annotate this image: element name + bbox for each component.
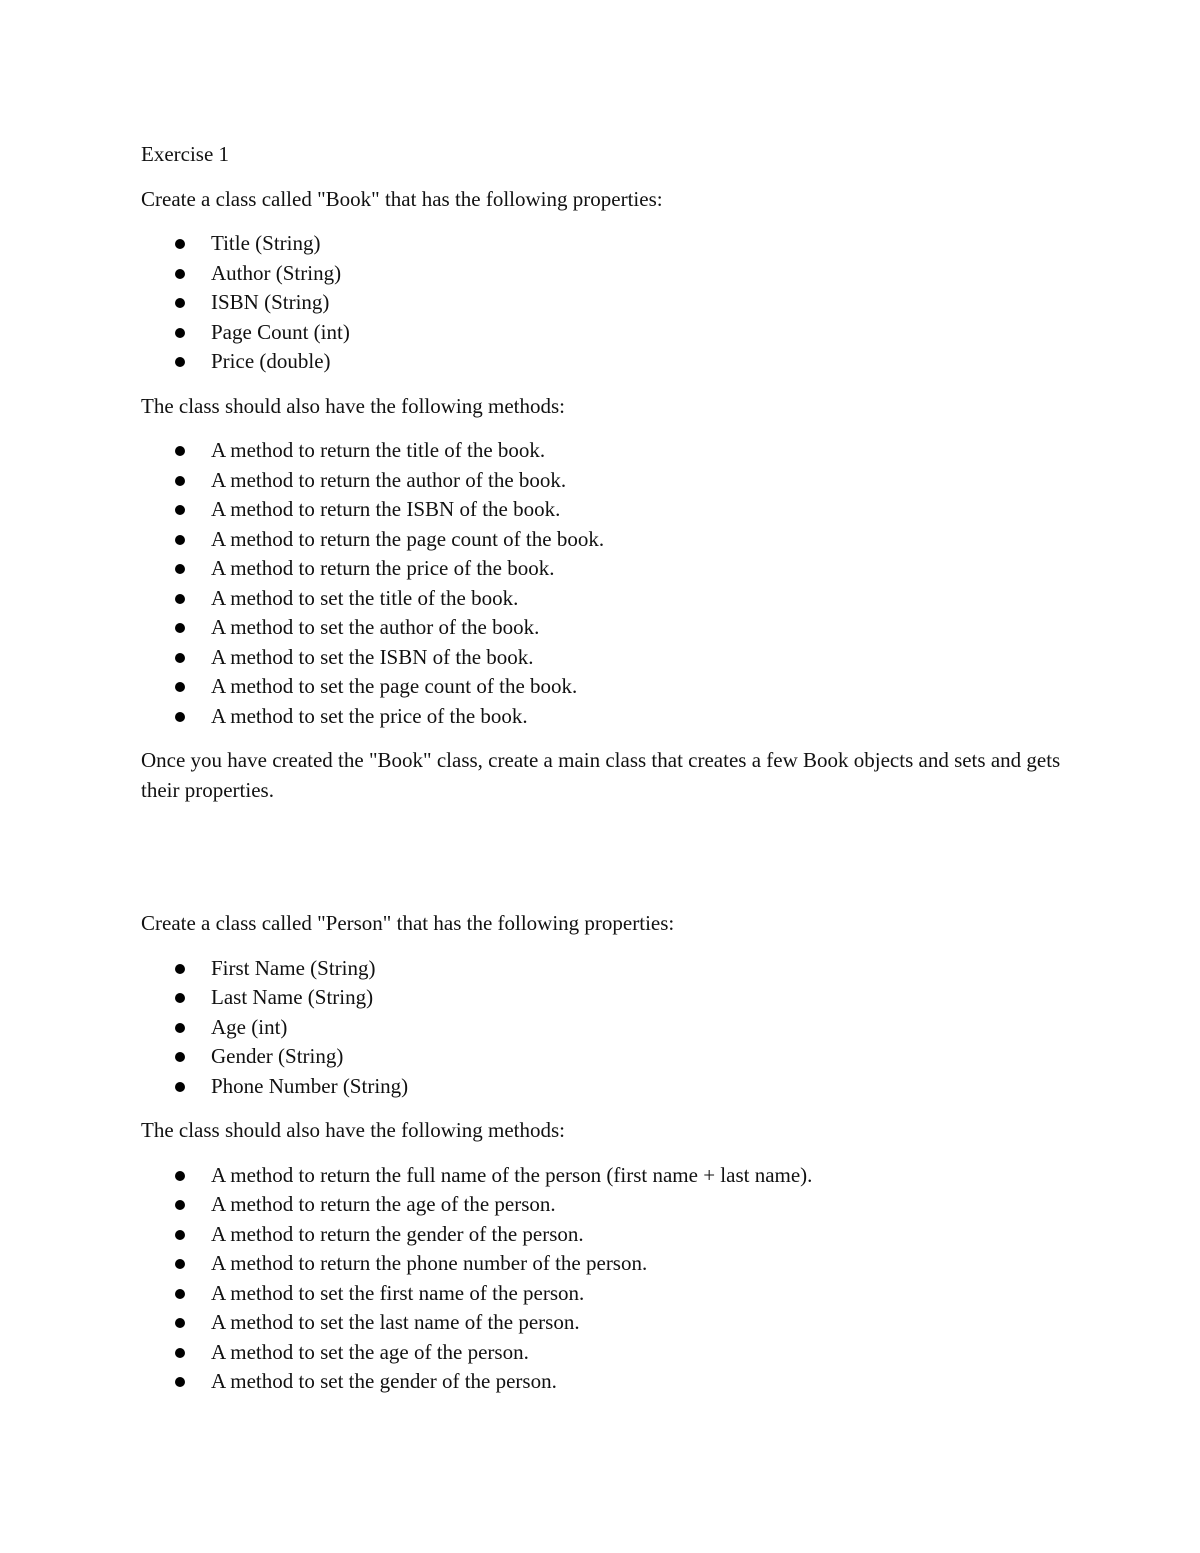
list-item (141, 1161, 1071, 1191)
bullet-icon (175, 446, 185, 456)
list-item (141, 1072, 1071, 1102)
list-item (141, 1220, 1071, 1250)
book-properties-list (141, 229, 1071, 377)
list-item-text: A method to return the full name of the person (first name + last name). (211, 1162, 813, 1187)
bullet-icon (175, 594, 185, 604)
bullet-icon (175, 1377, 185, 1387)
bullet-icon (175, 712, 185, 722)
person-class-intro: Create a class called "Person" that has the following properties: (141, 911, 675, 935)
list-item (141, 643, 1071, 673)
list-item (141, 495, 1071, 525)
person-properties-list (141, 954, 1071, 1102)
list-item-text: A method to set the ISBN of the book. (211, 644, 534, 669)
list-item (141, 584, 1071, 614)
list-item (141, 1279, 1071, 1309)
book-class-intro: Create a class called "Book" that has the following properties: (141, 186, 663, 211)
list-item-text: A method to set the gender of the person. (211, 1369, 557, 1393)
list-item (141, 1367, 1071, 1397)
bullet-icon (175, 1348, 185, 1358)
bullet-icon (175, 623, 185, 633)
bullet-icon (175, 476, 185, 486)
bullet-icon (175, 1289, 185, 1299)
bullet-icon (175, 564, 185, 574)
list-item-text: A method to return the ISBN of the book. (211, 497, 561, 521)
list-item-text: A method to set the age of the person. (211, 1339, 529, 1364)
list-item-text: A method to set the last name of the person. (211, 1310, 580, 1334)
bullet-icon (175, 1259, 185, 1269)
list-item-text: Last Name (String) (211, 985, 374, 1009)
bullet-icon (175, 239, 185, 249)
list-item-text: Page Count (int) (211, 319, 350, 344)
book-methods-list (141, 436, 1071, 731)
list-item (141, 1338, 1071, 1368)
list-item (141, 702, 1071, 732)
list-item (141, 983, 1071, 1013)
list-item (141, 1042, 1071, 1072)
list-item (141, 436, 1071, 466)
book-closing-paragraph: Once you have created the "Book" class, create a main class that creates a few Book objects and sets and gets their properties. (141, 748, 1061, 802)
bullet-icon (175, 298, 185, 308)
list-item-text: ISBN (String) (211, 290, 330, 314)
list-item-text: A method to return the author of the book. (211, 467, 567, 492)
person-methods-list (141, 1161, 1071, 1397)
list-item (141, 954, 1071, 984)
list-item-text: Author (String) (211, 260, 342, 285)
list-item (141, 1249, 1071, 1279)
bullet-icon (175, 1318, 185, 1328)
list-item-text: A method to set the price of the book. (211, 703, 528, 728)
list-item-text: A method to return the phone number of the person. (211, 1251, 648, 1275)
list-item (141, 672, 1071, 702)
list-item-text: Price (double) (211, 349, 331, 373)
list-item-text: A method to set the page count of the book. (211, 674, 578, 698)
bullet-icon (175, 505, 185, 515)
list-item-text: A method to set the first name of the person. (211, 1280, 585, 1305)
list-item (141, 288, 1071, 318)
list-item-text: First Name (String) (211, 955, 376, 980)
list-item (141, 1190, 1071, 1220)
list-item-text: A method to set the title of the book. (211, 585, 519, 610)
list-item-text: Age (int) (211, 1014, 288, 1039)
list-item (141, 1308, 1071, 1338)
list-item-text: A method to return the gender of the person. (211, 1221, 584, 1246)
person-methods-intro: The class should also have the following methods: (141, 1118, 566, 1142)
list-item-text: A method to return the title of the book. (211, 438, 546, 462)
list-item (141, 525, 1071, 555)
list-item (141, 613, 1071, 643)
section-spacer (141, 820, 1071, 909)
list-item (141, 259, 1071, 289)
list-item (141, 229, 1071, 259)
bullet-icon (175, 964, 185, 974)
bullet-icon (175, 1082, 185, 1092)
list-item-text: Title (String) (211, 231, 321, 255)
list-item-text: A method to set the author of the book. (211, 615, 540, 639)
list-item-text: Phone Number (String) (211, 1073, 409, 1098)
list-item (141, 466, 1071, 496)
bullet-icon (175, 1200, 185, 1210)
list-item-text: A method to return the page count of the book. (211, 526, 605, 551)
bullet-icon (175, 682, 185, 692)
bullet-icon (175, 653, 185, 663)
list-item-text: Gender (String) (211, 1044, 344, 1068)
list-item (141, 554, 1071, 584)
book-methods-intro: The class should also have the following methods: (141, 393, 566, 418)
bullet-icon (175, 1171, 185, 1181)
bullet-icon (175, 535, 185, 545)
list-item (141, 318, 1071, 348)
bullet-icon (175, 993, 185, 1003)
list-item (141, 347, 1071, 377)
bullet-icon (175, 328, 185, 338)
bullet-icon (175, 1052, 185, 1062)
exercise-heading: Exercise 1 (141, 142, 230, 166)
list-item-text: A method to return the age of the person. (211, 1192, 556, 1216)
bullet-icon (175, 357, 185, 367)
bullet-icon (175, 1230, 185, 1240)
list-item-text: A method to return the price of the book. (211, 556, 555, 580)
bullet-icon (175, 1023, 185, 1033)
bullet-icon (175, 269, 185, 279)
document-body (141, 140, 1071, 1412)
list-item (141, 1013, 1071, 1043)
